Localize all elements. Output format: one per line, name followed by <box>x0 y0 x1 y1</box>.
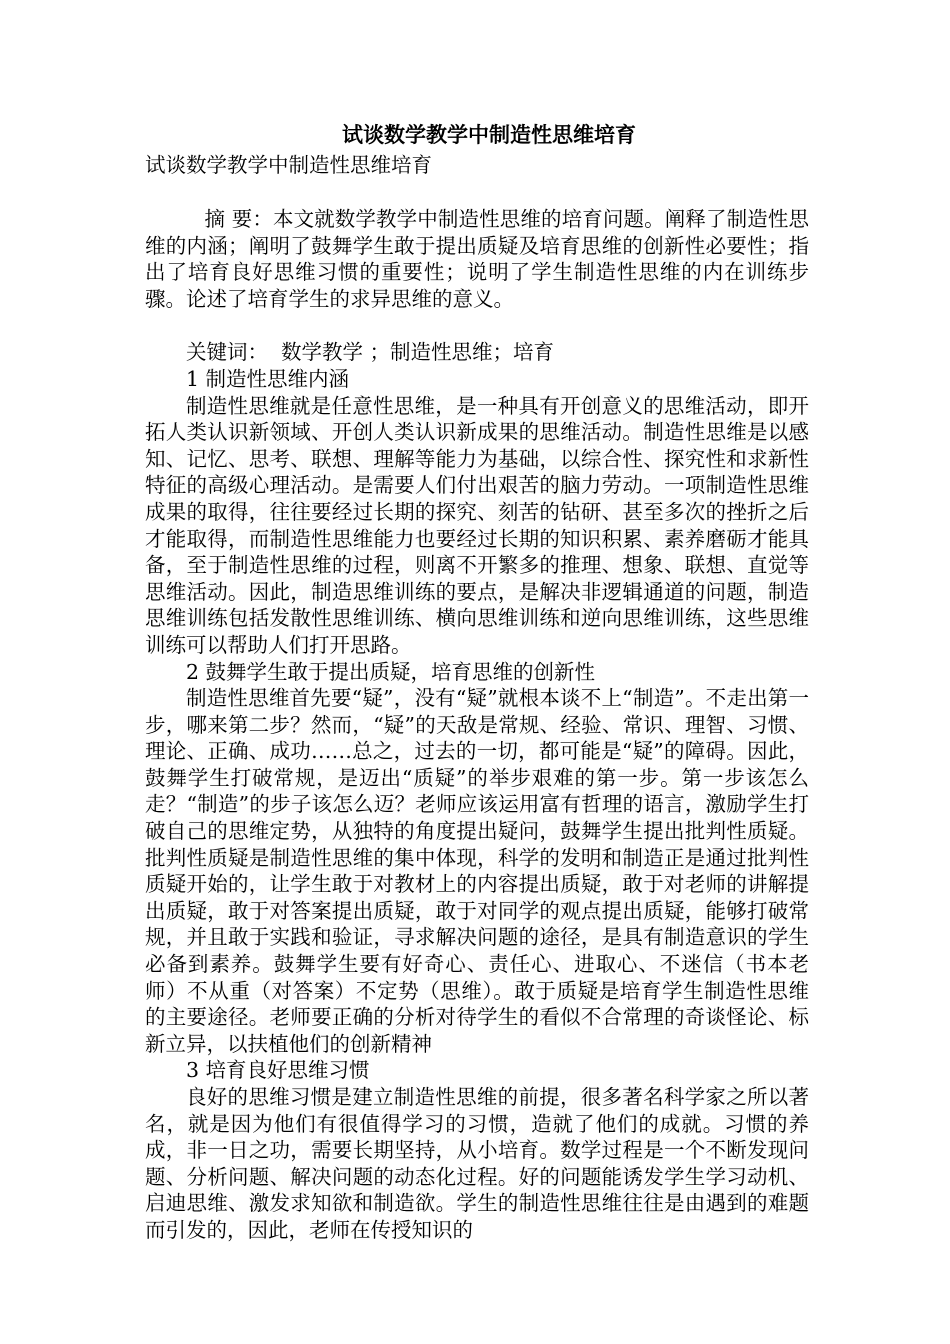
blank-line <box>145 312 809 339</box>
abstract-paragraph: 摘 要：本文就数学教学中制造性思维的培育问题。阐释了制造性思维的内涵；阐明了鼓舞学生敢于提出质疑及培育思维的创新性必要性；指出了培育良好思维习惯的重要性；说明了学生制造性思维的内在训练步骤。论述了培育学生的求异思维的意义。 <box>145 207 809 311</box>
section-body-3: 良好的思维习惯是建立制造性思维的前提，很多著名科学家之所以著名，就是因为他们有很值得学习的习惯，造就了他们的成就。习惯的养成，非一日之功，需要长期坚持，从小培育。数学过程是一个不断发现问题、分析问题、解决问题的动态化过程。好的问题能诱发学生学习动机、启迪思维、激发求知欲和制造欲。学生的制造性思维往往是由遇到的难题而引发的，因此，老师在传授知识的 <box>145 1085 809 1242</box>
section-body-1: 制造性思维就是任意性思维，是一种具有开创意义的思维活动，即开拓人类认识新领域、开创人类认识新成果的思维活动。制造性思维是以感知、记忆、思考、联想、理解等能力为基础，以综合性、探究性和求新性特征的高级心理活动。是需要人们付出艰苦的脑力劳动。一项制造性思维成果的取得，往往要经过长期的探究、刻苦的钻研、甚至多次的挫折之后才能取得，而制造性思维能力也要经过长期的知识积累、素养磨砺才能具备，至于制造性思维的过程，则离不开繁多的推理、想象、联想、直觉等思维活动。因此，制造思维训练的要点，是解决非逻辑通道的问题，制造思维训练包括发散性思维训练、横向思维训练和逆向思维训练，这些思维训练可以帮助人们打开思路。 <box>145 393 809 657</box>
document-title: 试谈数学教学中制造性思维培育 <box>342 122 636 147</box>
document-page <box>145 118 809 1244</box>
section-body-2: 制造性思维首先要“疑”，没有“疑”就根本谈不上“制造”。不走出第一步，哪来第二步？然而，“疑”的天敌是常规、经验、常识、理智、习惯、理论、正确、成功……总之，过去的一切，都可能是“疑”的障碍。因此，鼓舞学生打破常规，是迈出“质疑”的举步艰难的第一步。第一步该怎么走？“制造”的步子该怎么迈？老师应该运用富有哲理的语言，激励学生打破自己的思维定势，从独特的角度提出疑问，鼓舞学生提出批判性质疑。批判性质疑是制造性思维的集中体现，科学的发明和制造正是通过批判性质疑开始的，让学生敢于对教材上的内容提出质疑，敢于对老师的讲解提出质疑，敢于对答案提出质疑，敢于对同学的观点提出质疑，能够打破常规，并且敢于实践和验证，寻求解决问题的途径，是具有制造意识的学生必备到素养。鼓舞学生要有好奇心、责任心、进取心、不迷信（书本老师）不从重（对答案）不定势（思维）。敢于质疑是培育学生制造性思维的主要途径。老师要正确的分析对待学生的看似不合常理的奇谈怪论、标新立异，以扶植他们的创新精神 <box>145 686 809 1056</box>
section-heading-2: 2 鼓舞学生敢于提出质疑，培育思维的创新性 <box>186 659 596 684</box>
document-subtitle: 试谈数学教学中制造性思维培育 <box>145 153 432 177</box>
keywords-line: 关键词： 数学教学 ；制造性思维；培育 <box>186 340 555 365</box>
section-heading-3: 3 培育良好思维习惯 <box>186 1058 370 1083</box>
blank-line <box>145 179 809 206</box>
section-heading-1: 1 制造性思维内涵 <box>186 366 350 391</box>
